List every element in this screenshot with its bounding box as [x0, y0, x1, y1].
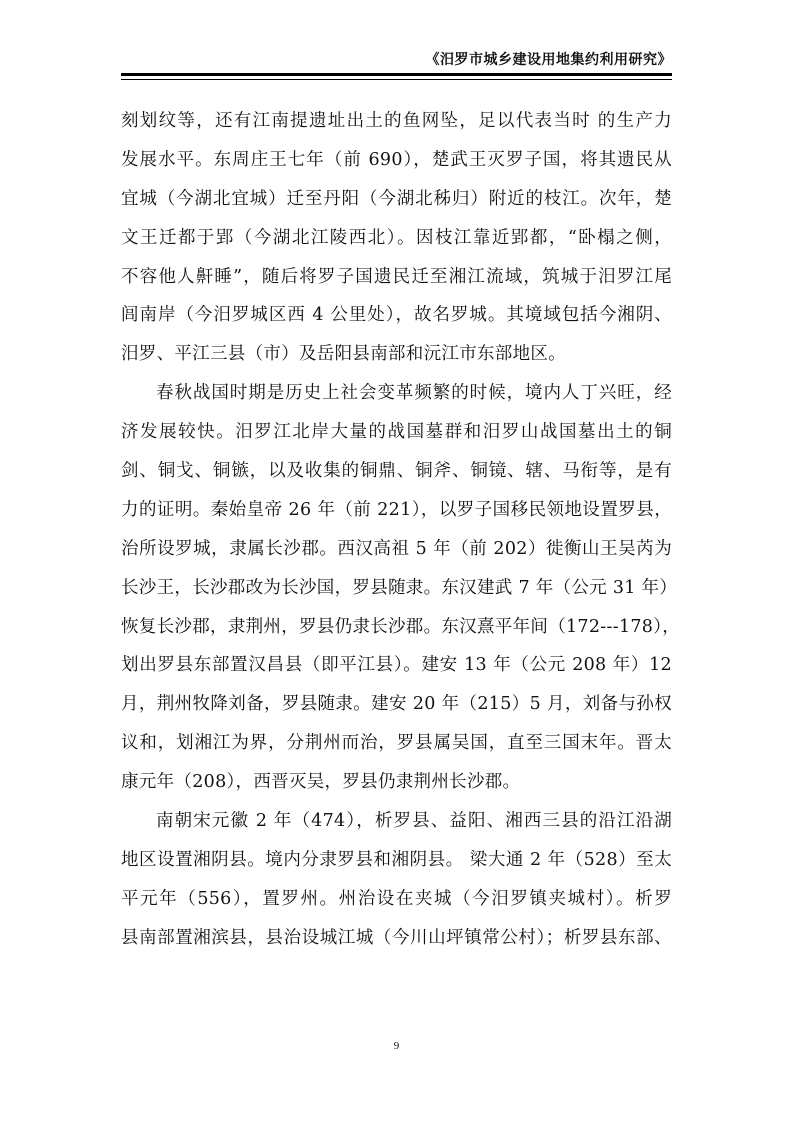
page-number: 9	[393, 1040, 400, 1052]
body-text	[121, 102, 681, 958]
text-line: 恢复长沙郡，隶荆州，罗县仍隶长沙郡。东汉熹平年间（172---178），	[121, 616, 681, 637]
text-line: 剑、铜戈、铜镞，以及收集的铜鼎、铜斧、铜镜、辖、马衔等，是有	[121, 461, 672, 482]
header-rule-thick	[121, 73, 672, 76]
text-line: 康元年（208），西晋灭吴，罗县仍隶荆州长沙郡。	[121, 772, 521, 793]
paragraph	[121, 802, 672, 958]
text-line: 刻划纹等，还有江南提遗址出土的鱼网坠，足以代表当时 的生产力	[121, 111, 672, 131]
text-line: 县南部置湘滨县，县治设城江城（今川山坪镇常公村）；析罗县东部、	[121, 927, 672, 948]
text-line: 南朝宋元徽 2 年（474），析罗县、益阳、湘西三县的沿江沿湖	[156, 811, 672, 832]
text-line: 发展水平。东周庄王七年（前 690），楚武王灭罗子国，将其遗民从	[121, 149, 672, 170]
text-line: 济发展较快。汨罗江北岸大量的战国墓群和汨罗山战国墓出土的铜	[121, 422, 672, 443]
paragraph	[121, 102, 672, 374]
text-line: 地区设置湘阴县。境内分隶罗县和湘阴县。 梁大通 2 年（528）至太	[121, 849, 672, 870]
text-line: 文王迁都于郢（今湖北江陵西北）。因枝江靠近郢都，“卧榻之侧，	[121, 227, 672, 248]
text-line: 月，荆州牧降刘备，罗县随隶。建安 20 年（215）5 月，刘备与孙权	[121, 694, 672, 715]
text-line: 长沙王，长沙郡改为长沙国，罗县随隶。东汉建武 7 年（公元 31 年）	[121, 577, 678, 598]
text-line: 不容他人鼾睡”，随后将罗子国遗民迁至湘江流域，筑城于汨罗江尾	[121, 266, 672, 287]
text-line: 治所设罗城，隶属长沙郡。西汉高祖 5 年（前 202）徙衡山王吴芮为	[121, 538, 672, 559]
text-line: 宜城（今湖北宜城）迁至丹阳（今湖北秭归）附近的枝江。次年，楚	[121, 188, 672, 209]
text-line: 汨罗、平江三县（市）及岳阳县南部和沅江市东部地区。	[121, 344, 566, 365]
text-line: 力的证明。秦始皇帝 26 年（前 221），以罗子国移民领地设置罗县，	[121, 499, 672, 520]
header-rule-thin	[121, 79, 672, 80]
text-line: 闾南岸（今汨罗城区西 4 公里处），故名罗城。其境域包括今湘阴、	[121, 305, 672, 326]
text-line: 划出罗县东部置汉昌县（即平江县）。建安 13 年（公元 208 年）12	[121, 655, 672, 676]
paragraph	[121, 374, 681, 802]
text-line: 平元年（556），置罗州。州治设在夹城（今汨罗镇夹城村）。析罗	[121, 888, 672, 909]
text-line: 春秋战国时期是历史上社会变革频繁的时候，境内人丁兴旺，经	[156, 383, 672, 404]
text-line: 议和，划湘江为界，分荆州而治，罗县属吴国，直至三国末年。晋太	[121, 733, 672, 754]
running-header-title: 《汨罗市城乡建设用地集约利用研究》	[425, 52, 672, 68]
